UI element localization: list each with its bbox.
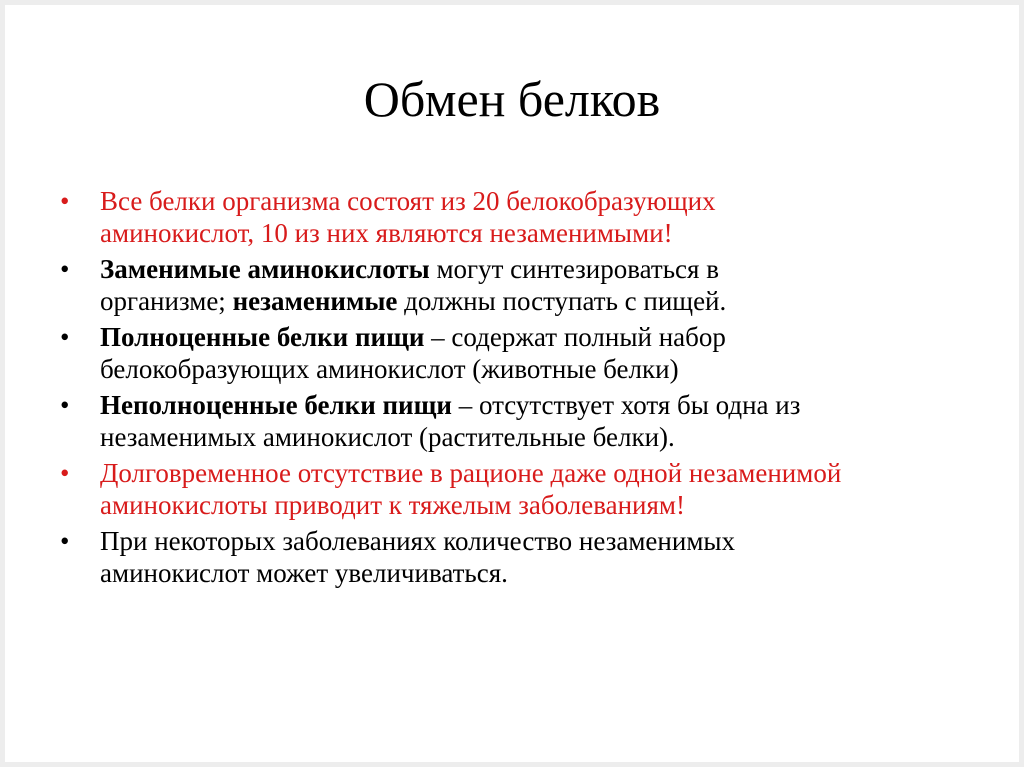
bullet-item [60, 253, 990, 317]
bullet-line: При некоторых заболеваниях количество незаменимых [100, 526, 736, 556]
bullet-list [60, 185, 990, 593]
bullet-dot-icon: • [60, 254, 70, 284]
bullet-dot-icon: • [60, 390, 70, 420]
bullet-line: аминокислоты приводит к тяжелым заболеваниям! [100, 490, 685, 520]
bullet-term: незаменимые [232, 286, 398, 316]
bullet-item [60, 321, 990, 385]
bullet-dot-icon: • [60, 322, 70, 352]
bullet-line: аминокислот может увеличиваться. [100, 558, 508, 588]
bullet-item [60, 389, 990, 453]
bullet-line: могут синтезироваться в [429, 254, 719, 284]
bullet-line: незаменимых аминокислот (растительные белки). [100, 422, 675, 452]
bullet-line: должны поступать с пищей. [397, 286, 727, 316]
bullet-line: организме; [100, 286, 233, 316]
bullet-line: Все белки организма состоят из 20 белокобразующих [100, 186, 716, 216]
bullet-line: Долговременное отсутствие в рационе даже одной незаменимой [100, 458, 842, 488]
bullet-item [60, 525, 990, 589]
bullet-term: Неполноценные белки пищи [100, 390, 452, 420]
bullet-line: – содержат полный набор [424, 322, 726, 352]
slide-title: Обмен белков [363, 71, 661, 127]
bullet-term: Полноценные белки пищи [100, 322, 425, 352]
bullet-term: Заменимые аминокислоты [100, 254, 430, 284]
bullet-line: аминокислот, 10 из них являются незаменимыми! [100, 218, 673, 248]
bullet-item [60, 457, 990, 521]
bullet-dot-icon: • [60, 186, 70, 216]
bullet-dot-icon: • [60, 458, 70, 488]
bullet-item [60, 185, 990, 249]
bullet-dot-icon: • [60, 526, 70, 556]
slide [5, 5, 1019, 762]
bullet-line: – отсутствует хотя бы одна из [451, 390, 801, 420]
bullet-line: белокобразующих аминокислот (животные белки) [100, 354, 679, 384]
